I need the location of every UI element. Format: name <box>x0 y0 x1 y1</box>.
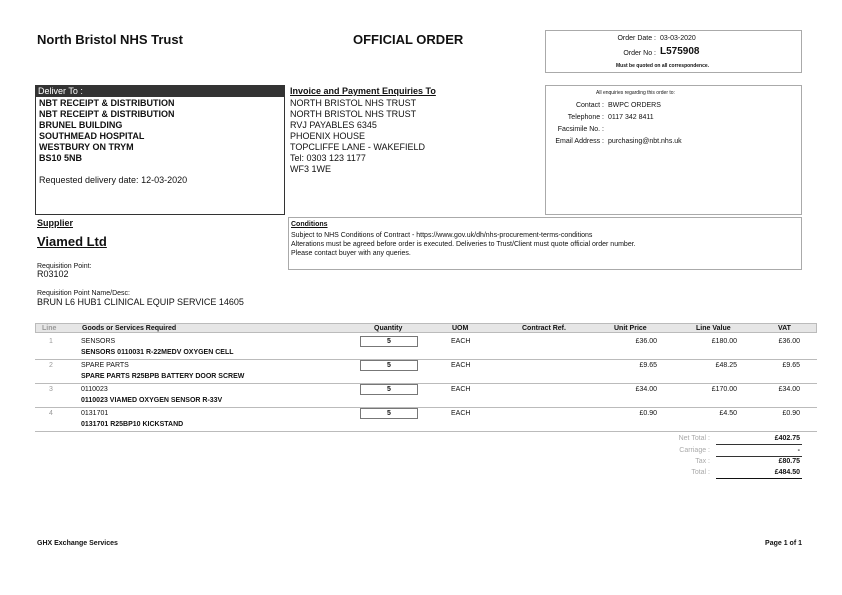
invoice-line: NORTH BRISTOL NHS TRUST <box>290 109 417 119</box>
total-value: £484.50 <box>774 469 800 476</box>
deliver-to-box <box>35 85 285 215</box>
net-total-value: £402.75 <box>774 435 800 442</box>
header-uom: UOM <box>452 325 469 332</box>
row-description: SENSORS 0110031 R-22MEDV OXYGEN CELL <box>81 349 234 356</box>
row-line-value: £170.00 <box>711 386 737 393</box>
totals-divider <box>716 444 802 445</box>
header-goods: Goods or Services Required <box>82 325 177 332</box>
order-info-box <box>545 30 802 73</box>
row-description: SPARE PARTS R25BPB BATTERY DOOR SCREW <box>81 373 245 380</box>
row-divider <box>35 431 817 432</box>
requisition-point-name: BRUN L6 HUB1 CLINICAL EQUIP SERVICE 14605 <box>37 297 244 307</box>
invoice-line: Tel: 0303 123 1177 <box>290 153 366 163</box>
order-number: L575908 <box>660 46 700 57</box>
condition-line: Subject to NHS Conditions of Contract - https://www.gov.uk/dh/nhs-procurement-terms-conditions <box>291 232 593 239</box>
row-title: SENSORS <box>81 338 116 345</box>
carriage-value: - <box>797 447 800 454</box>
order-no-label: Order No : <box>623 50 656 57</box>
document-title: OFFICIAL ORDER <box>353 32 464 47</box>
table-header <box>35 323 817 333</box>
order-date: 03-03-2020 <box>660 35 696 42</box>
row-uom: EACH <box>451 338 471 345</box>
table-row <box>35 408 817 431</box>
header-line: Line <box>42 325 57 332</box>
supplier-heading: Supplier <box>37 218 74 228</box>
conditions-heading: Conditions <box>291 221 328 228</box>
tax-value: £80.75 <box>778 458 800 465</box>
row-vat: £0.90 <box>782 410 800 417</box>
row-uom: EACH <box>451 386 471 393</box>
quantity-field[interactable]: 5 <box>360 408 418 419</box>
quantity-field[interactable]: 5 <box>360 336 418 347</box>
row-unit-price: £34.00 <box>635 386 657 393</box>
invoice-line: TOPCLIFFE LANE - WAKEFIELD <box>290 142 426 152</box>
page-number: Page 1 of 1 <box>765 540 802 547</box>
deliver-line: WESTBURY ON TRYM <box>39 142 134 152</box>
carriage-label: Carriage : <box>679 447 710 454</box>
deliver-line: BRUNEL BUILDING <box>39 120 123 130</box>
row-uom: EACH <box>451 362 471 369</box>
invoice-section <box>290 86 436 175</box>
enquiries-heading: All enquiries regarding this order to: <box>596 90 675 96</box>
row-line-number: 4 <box>49 410 53 417</box>
requested-delivery-date: Requested delivery date: 12-03-2020 <box>39 175 188 185</box>
header-quantity: Quantity <box>374 325 403 332</box>
row-unit-price: £9.65 <box>639 362 657 369</box>
header-vat: VAT <box>778 325 791 332</box>
footer-left: GHX Exchange Services <box>37 540 118 547</box>
email-label: Email Address : <box>555 138 604 145</box>
table-row <box>35 336 817 359</box>
row-vat: £9.65 <box>782 362 800 369</box>
table-row <box>35 384 817 407</box>
invoice-line: NORTH BRISTOL NHS TRUST <box>290 98 417 108</box>
supplier-name: Viamed Ltd <box>37 234 107 249</box>
header-contract-ref: Contract Ref. <box>522 325 566 332</box>
total-underline <box>716 478 802 479</box>
row-line-value: £4.50 <box>719 410 737 417</box>
row-title: SPARE PARTS <box>81 362 129 369</box>
tax-label: Tax : <box>695 458 710 465</box>
email-value: purchasing@nbt.nhs.uk <box>608 138 682 145</box>
requisition-point-label: Requisition Point: <box>37 263 92 270</box>
row-description: 0131701 R25BP10 KICKSTAND <box>81 421 184 428</box>
quantity-field[interactable]: 5 <box>360 360 418 371</box>
table-row <box>35 360 817 383</box>
row-line-number: 2 <box>49 362 53 369</box>
contact-label: Contact : <box>575 102 604 109</box>
deliver-line: SOUTHMEAD HOSPITAL <box>39 131 145 141</box>
contact-value: BWPC ORDERS <box>608 102 661 109</box>
row-line-number: 1 <box>49 338 53 345</box>
requisition-point: R03102 <box>37 269 69 279</box>
row-line-value: £48.25 <box>715 362 737 369</box>
conditions-box <box>288 217 802 270</box>
row-unit-price: £0.90 <box>639 410 657 417</box>
facsimile-label: Facsimile No. : <box>557 126 604 133</box>
header-line-value: Line Value <box>696 325 731 332</box>
condition-line: Please contact buyer with any queries. <box>291 250 411 257</box>
row-line-value: £180.00 <box>711 338 737 345</box>
requisition-point-name-label: Requisition Point Name/Desc: <box>37 290 130 297</box>
net-total-label: Net Total : <box>678 435 710 442</box>
invoice-heading: Invoice and Payment Enquiries To <box>290 86 436 96</box>
row-vat: £36.00 <box>778 338 800 345</box>
row-title: 0131701 <box>81 410 109 417</box>
invoice-line: RVJ PAYABLES 6345 <box>290 120 377 130</box>
total-label: Total : <box>691 469 710 476</box>
enquiries-box <box>545 85 802 215</box>
row-title: 0110023 <box>81 386 108 393</box>
row-line-number: 3 <box>49 386 53 393</box>
deliver-line: NBT RECEIPT & DISTRIBUTION <box>39 98 175 108</box>
deliver-to-heading: Deliver To : <box>36 86 284 97</box>
row-uom: EACH <box>451 410 471 417</box>
order-date-label: Order Date : <box>617 35 656 42</box>
telephone-label: Telephone : <box>567 114 604 121</box>
row-vat: £34.00 <box>778 386 800 393</box>
header-unit-price: Unit Price <box>614 325 647 332</box>
quote-note: Must be quoted on all correspondence. <box>616 63 710 69</box>
trust-name: North Bristol NHS Trust <box>37 32 183 47</box>
telephone-value: 0117 342 8411 <box>608 114 654 121</box>
condition-line: Alterations must be agreed before order is executed. Deliveries to Trust/Client must quote official order number. <box>291 241 636 248</box>
deliver-line: BS10 5NB <box>39 153 83 163</box>
invoice-line: PHOENIX HOUSE <box>290 131 366 141</box>
row-unit-price: £36.00 <box>635 338 657 345</box>
row-description: 0110023 VIAMED OXYGEN SENSOR R-33V <box>81 397 223 404</box>
invoice-line: WF3 1WE <box>290 164 332 174</box>
totals-block <box>650 434 802 484</box>
quantity-field[interactable]: 5 <box>360 384 418 395</box>
deliver-line: NBT RECEIPT & DISTRIBUTION <box>39 109 175 119</box>
